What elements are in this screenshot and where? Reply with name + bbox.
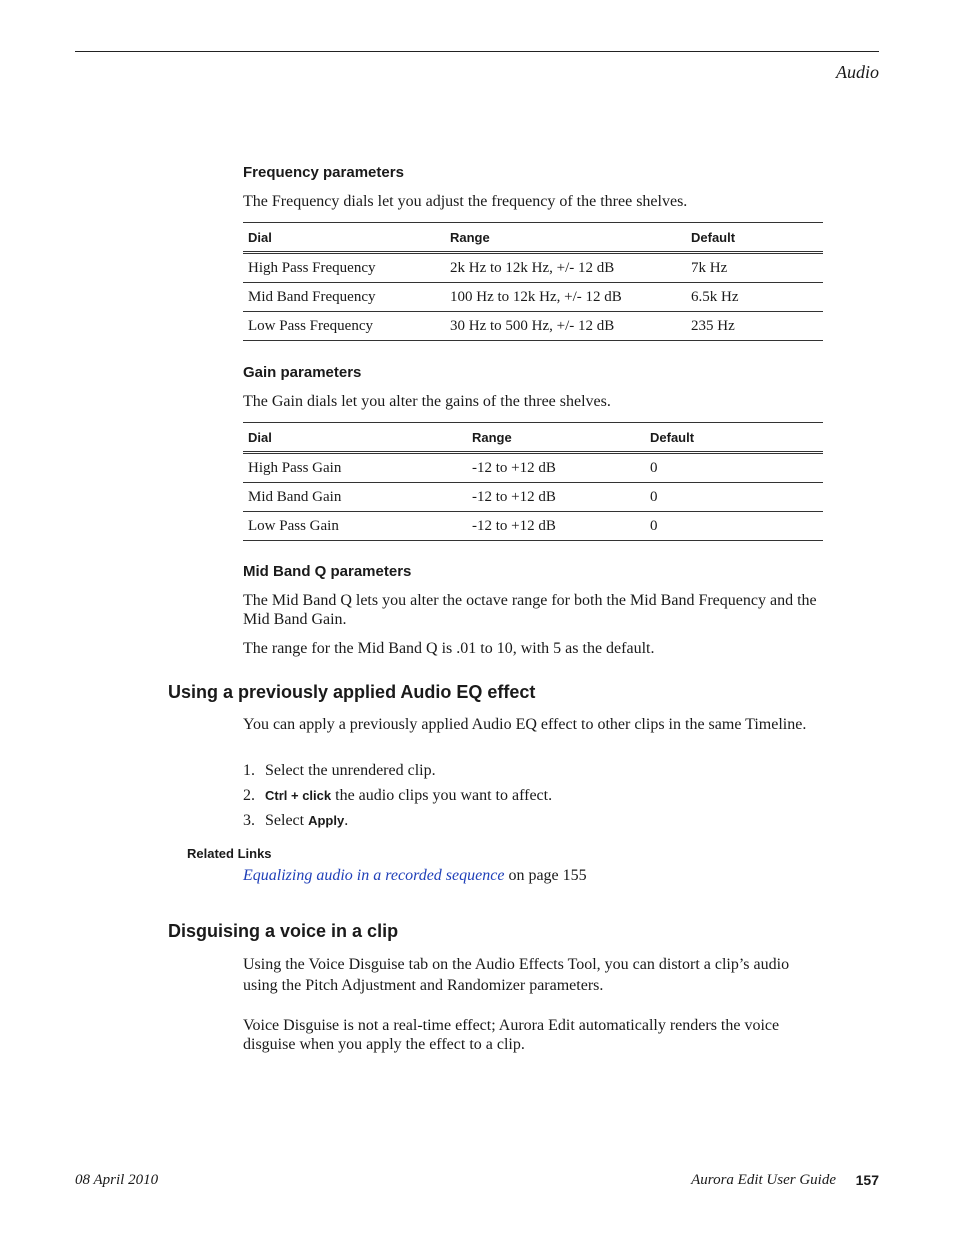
using-heading: Using a previously applied Audio EQ effect — [168, 682, 536, 702]
table-row — [243, 312, 823, 341]
column-header: Range — [445, 223, 686, 253]
table-cell: 100 Hz to 12k Hz, +/- 12 dB — [445, 283, 686, 312]
table-cell: -12 to +12 dB — [467, 453, 645, 483]
related-link-line — [243, 866, 825, 885]
running-header: Audio — [836, 62, 879, 82]
table-cell: 0 — [645, 453, 823, 483]
using-intro: You can apply a previously applied Audio EQ effect to other clips in the same Timeline. — [243, 716, 807, 733]
table-cell: 2k Hz to 12k Hz, +/- 12 dB — [445, 253, 686, 283]
step-text: Select the unrendered clip. — [265, 762, 436, 779]
table-cell: Low Pass Gain — [243, 512, 467, 541]
step-text: Select — [265, 812, 309, 829]
midq-para-1: The Mid Band Q lets you alter the octave range for both the Mid Band Frequency and the Mid Band Gain. — [243, 592, 817, 628]
table-cell: 0 — [645, 512, 823, 541]
step-number: 1. — [243, 762, 255, 779]
list-item — [243, 761, 825, 780]
footer-date: 08 April 2010 — [75, 1172, 159, 1188]
step-number: 2. — [243, 787, 255, 804]
disguise-heading: Disguising a voice in a clip — [168, 921, 399, 941]
gain-heading: Gain parameters — [243, 364, 362, 381]
list-item — [243, 811, 825, 830]
midq-heading: Mid Band Q parameters — [243, 563, 412, 580]
ui-term: Apply — [308, 813, 345, 828]
column-header: Range — [467, 423, 645, 453]
step-text: . — [344, 812, 349, 829]
disguise-para-2: Voice Disguise is not a real-time effect; Aurora Edit automatically renders the voice disguise when you apply the effect to a clip. — [243, 1017, 780, 1053]
table-cell: High Pass Frequency — [243, 253, 445, 283]
table-row — [243, 253, 823, 283]
disguise-para-1: Using the Voice Disguise tab on the Audio Effects Tool, you can distort a clip’s audio using the Pitch Adjustment and Randomizer parameters. — [243, 956, 790, 994]
midq-para-2: The range for the Mid Band Q is .01 to 10, with 5 as the default. — [243, 640, 655, 657]
step-number: 3. — [243, 812, 255, 829]
column-header: Default — [686, 223, 823, 253]
table-cell: 235 Hz — [686, 312, 823, 341]
table-cell: -12 to +12 dB — [467, 512, 645, 541]
column-header: Default — [645, 423, 823, 453]
gain-intro: The Gain dials let you alter the gains of the three shelves. — [243, 393, 611, 410]
table-header-row — [243, 223, 823, 253]
table-cell: Mid Band Frequency — [243, 283, 445, 312]
related-links-heading: Related Links — [187, 846, 272, 861]
ui-term: Ctrl + click — [265, 788, 332, 803]
table-header-row — [243, 423, 823, 453]
frequency-table — [243, 222, 823, 341]
header-rule — [75, 51, 879, 52]
gain-table — [243, 422, 823, 541]
step-text: the audio clips you want to affect. — [331, 787, 553, 804]
frequency-heading: Frequency parameters — [243, 164, 404, 181]
column-header: Dial — [243, 423, 467, 453]
table-cell: Mid Band Gain — [243, 483, 467, 512]
table-cell: 6.5k Hz — [686, 283, 823, 312]
table-row — [243, 512, 823, 541]
page-number: 157 — [855, 1172, 879, 1188]
frequency-intro: The Frequency dials let you adjust the frequency of the three shelves. — [243, 193, 688, 210]
table-cell: High Pass Gain — [243, 453, 467, 483]
table-cell: 30 Hz to 500 Hz, +/- 12 dB — [445, 312, 686, 341]
table-cell: 0 — [645, 483, 823, 512]
table-row — [243, 483, 823, 512]
footer-guide-title: Aurora Edit User Guide — [691, 1172, 836, 1188]
related-link[interactable]: Equalizing audio in a recorded sequence — [243, 867, 505, 884]
table-cell: 7k Hz — [686, 253, 823, 283]
list-item — [243, 786, 825, 805]
steps-list — [243, 761, 825, 836]
related-link-suffix: on page 155 — [504, 867, 587, 884]
table-cell: -12 to +12 dB — [467, 483, 645, 512]
table-row — [243, 453, 823, 483]
table-row — [243, 283, 823, 312]
table-cell: Low Pass Frequency — [243, 312, 445, 341]
column-header: Dial — [243, 223, 445, 253]
